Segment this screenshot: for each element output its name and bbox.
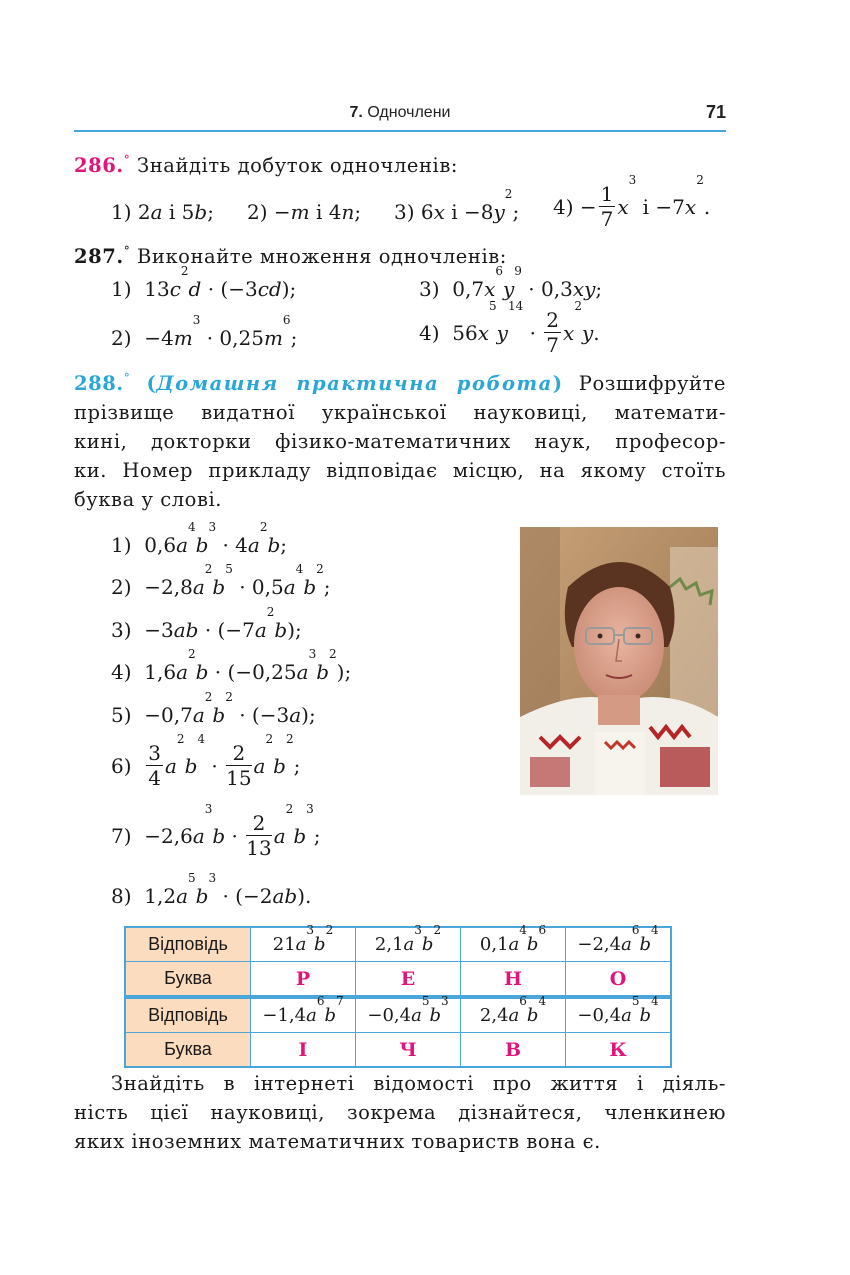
exercise-288-item-7: $7) -2,6a^3b$ · $\frac{2}{13}$ $a^2b^3$; [111,802,321,860]
answer-cell: $-1,4a^6b^7$ [251,997,356,1033]
running-header [74,100,726,132]
exercise-286-item-3: 3) 6x $і -8y^2$; [394,187,520,224]
exercise-288-item-1: 1) $0,6a^4b^3 \cdot 4a^2b$; [111,520,288,557]
letter-cell: О [566,962,672,998]
answer-cell: $-2,4a^6b^4$ [566,927,672,962]
footer-line-1: Знайдіть в інтернеті відомості про життя і діяль- [111,1072,726,1095]
letter-cell: К [566,1033,672,1068]
letter-cell: Р [251,962,356,998]
exercise-288-line-2: прізвище видатної української науковиці, математи- [74,401,726,424]
exercise-288-line-3: кині, докторки фізико-математичних наук, професор- [74,430,726,453]
letter-cell: Ч [356,1033,461,1068]
letter-cell: І [251,1033,356,1068]
exercise-287-item-4: 4) $56x^5y^{14}$ · $\frac{2}{7}$ $x^2y$. [419,299,600,357]
exercise-288-item-4: 4) $1,6a^2b \cdot (-0,25a^3b^2)$; [111,647,352,684]
letter-cell: Е [356,962,461,998]
answer-table [124,923,672,1068]
answer-row-label: Відповідь [125,997,251,1033]
homework-label: Домашня практична робота [156,372,553,395]
exercise-286-item-2: 2) −m і 4n; [247,200,362,224]
answer-cell: $-0,4a^5b^3$ [356,997,461,1033]
portrait-photo [520,527,718,795]
letter-cell: В [461,1033,566,1068]
footer-line-2: ність цієї науковиці, зокрема дізнайтеся, членкинею [74,1101,726,1124]
exercise-number: 288. [74,372,124,395]
exercise-number: 287. [74,245,124,268]
answer-cell: $2,4a^6b^4$ [461,997,566,1033]
exercise-text: Виконайте множення одночленів: [137,245,507,268]
exercise-288-item-6: 6) $\frac{3}{4}$ $a^2b^4$ · $\frac{2}{15}$ $a^2b^2$; [111,732,301,790]
answer-row-label: Відповідь [125,927,251,962]
exercise-286-heading: 286.° Знайдіть добуток одночленів: [74,153,458,177]
exercise-287-heading: 287.° Виконайте множення одночленів: [74,244,507,268]
answer-cell: $21a^3b^2$ [251,927,356,962]
answer-cell: $0,1a^4b^6$ [461,927,566,962]
exercise-288-line-1: 288.° (Домашня практична робота) Розшифруйте [74,371,726,395]
exercise-288-line-4: ки. Номер прикладу відповідає місцю, на якому стоїть [74,459,726,482]
answer-cell: $-0,4a^5b^4$ [566,997,672,1033]
exercise-text: Знайдіть добуток одночленів: [137,154,458,177]
exercise-288-item-5: $5) -0,7a^2b^2 \cdot (-3a)$; [111,690,316,727]
exercise-286-item-1: 1) 2a і 5b; [111,200,214,224]
letter-row-label: Буква [125,1033,251,1068]
exercise-288-item-8: 8) $1,2a^5b^3 \cdot (-2ab)$. [111,871,312,908]
exercise-288-item-3: $3) -3ab \cdot (-7a^2b)$; [111,605,302,642]
exercise-287-item-1: 1) $13c^2d \cdot (-3cd)$; [111,264,297,301]
footer-line-3: яких іноземних математичних товариств вона є. [74,1130,601,1153]
letter-cell: Н [461,962,566,998]
exercise-287-item-2: $2) -4m^3 \cdot 0,25m^6$; [111,313,298,350]
letter-row-label: Буква [125,962,251,998]
answer-cell: $2,1a^3b^2$ [356,927,461,962]
exercise-288-item-2: $2) -2,8a^2b^5 \cdot 0,5a^4b^2$; [111,562,331,599]
exercise-286-item-4: 4) − $\frac{1}{7}$ $x^3$ $і -7x^2$. [553,173,711,231]
exercise-number: 286. [74,154,124,177]
exercise-288-line-5: буква у слові. [74,488,223,511]
exercise-287-item-3: 3) $0,7x^6y^9 \cdot 0,3xy$; [419,264,603,301]
section-title: 7. Одночлени [349,104,451,121]
page-number: 71 [705,102,726,122]
